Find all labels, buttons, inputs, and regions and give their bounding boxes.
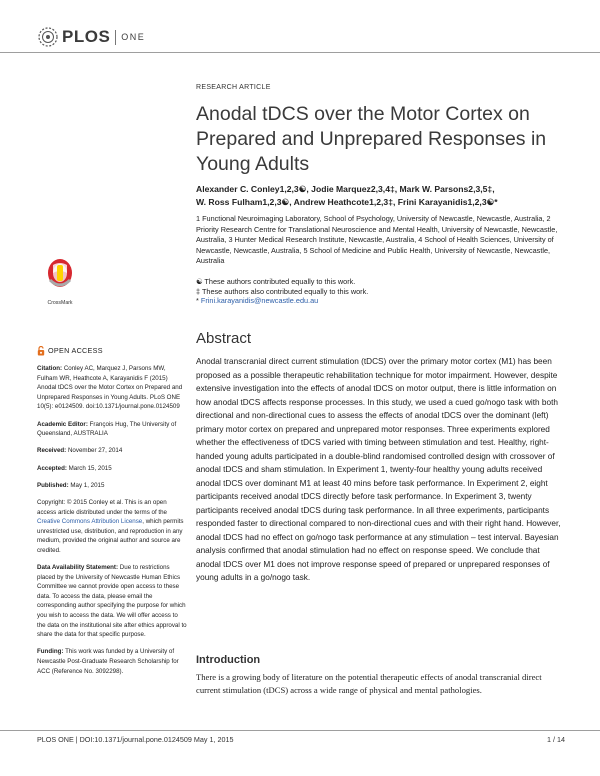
accepted-block (37, 464, 187, 474)
copyright-text-end: , which permits unrestricted use, distribution, and reproduction in any medium, provided the original author and source are credited. (37, 518, 184, 554)
also-equal-contribution-note: ‡ These authors also contributed equally to this work. (196, 286, 369, 296)
introduction-heading: Introduction (196, 654, 261, 666)
citation-text: Conley AC, Marquez J, Parsons MW, Fulham WR, Heathcote A, Karayanidis F (2015) Anodal tDCS over the Motor Cortex on Prepared and Unprepared Responses in Young Adults. PLoS ONE 10(5): e0124509. doi:10.1371/journal.pone.0124509 (37, 365, 183, 411)
open-access-label: OPEN ACCESS (48, 346, 103, 356)
authors-line-1: Alexander C. Conley1,2,3☯, Jodie Marquez2,3,4‡, Mark W. Parsons2,3,5‡, (196, 184, 495, 194)
funding-block (37, 647, 187, 676)
data-availability-block (37, 563, 187, 640)
editor-label: Academic Editor: (37, 420, 88, 428)
journal-name: ONE (121, 32, 146, 42)
affiliations: 1 Functional Neuroimaging Laboratory, School of Psychology, University of Newcastle, Newcastle, Australia, 2 Priority Research Centre for Translational Neuroscience and Mental Health, University of Newcastle, Newcastle, Australia, 3 Hunter Medical Research Institute, Newcastle, Australia, 4 School of Health Sciences, University of Newcastle, Newcastle, Australia, 5 School of Medicine and Public Health, University of Newcastle, Newcastle, Australia (196, 214, 558, 266)
received-label: Received: (37, 447, 67, 455)
received-date: November 27, 2014 (67, 447, 123, 455)
editor-text: François Hug, The University of Queensland, AUSTRALIA (37, 420, 177, 438)
abstract-text: Anodal transcranial direct current stimulation (tDCS) over the primary motor cortex (M1) has been proposed as a possible therapeutic rehabilitation technique for motor impairment. However, despite extensive investigation into the effects of anodal tDCS on motor output, there is little information on how anodal tDCS affects response processes. In this study, we used a cued go/nogo task with both directional and non-directional cues to assess the effects of anodal tDCS over the dominant (left) primary motor cortex on prepared and unprepared motor responses. Three experiments explored whether the effectiveness of tDCS varied with timing between stimulation and test. Healthy, right-handed young adults participated in a double-blind randomised controlled design with crossover of anodal tDCS and sham stimulation. In Experiment 1, twenty-four healthy young adults received anodal tDCS over dominant M1 at least 40 mins before task performance. In Experiment 2, eight participants received anodal tDCS directly before task performance. In Experiment 3, twenty participants received anodal tDCS during task performance. In all three experiments, participants responded faster to directional compared to non-directional cues and with their right hand. However, anodal tDCS had no effect on go/nogo task performance at any stimulation – test interval. Bayesian analysis confirmed that anodal stimulation had no effect on response speed. We conclude that anodal tDCS over M1 does not improve response speed of prepared or unprepared responses of young adults in a go/nogo task. (196, 357, 561, 582)
corresponding-author (196, 296, 561, 306)
crossmark-badge[interactable] (36, 256, 84, 306)
header-divider (0, 52, 600, 53)
license-link[interactable]: Creative Commons Attribution License (37, 518, 143, 526)
author-list (196, 183, 566, 209)
page-number: 1 / 14 (547, 735, 565, 744)
email-link[interactable]: Frini.karayanidis@newcastle.edu.au (200, 296, 319, 306)
abstract-heading: Abstract (196, 330, 252, 347)
article-info-sidebar (37, 346, 187, 684)
published-block (37, 481, 187, 491)
author-notes (196, 277, 561, 306)
authors-line-2: W. Ross Fulham1,2,3☯, Andrew Heathcote1,2,3‡, Frini Karayanidis1,2,3☯* (196, 197, 498, 207)
published-label: Published: (37, 481, 69, 489)
open-access-badge (37, 346, 187, 356)
data-availability-text: Due to restrictions placed by the University of Newcastle Human Ethics Committee we cannot provide open access to these data. To access the data, please email the corresponding author specifying the purpose for which you wish to access the data. We will offer access to the data on the institutional site after ethics approval to share the data for that specific purpose. (37, 564, 187, 639)
funding-label: Funding: (37, 648, 64, 656)
citation-label: Citation: (37, 365, 63, 372)
introduction-text: There is a growing body of literature on the potential therapeutic effects of anodal transcranial direct current stimulation (tDCS) across a wide range of physical and mental pathologies. (196, 672, 542, 696)
plos-logo-icon (37, 26, 59, 48)
copyright-text: Copyright: © 2015 Conley et al. This is an open access article distributed under the terms of the (37, 498, 168, 516)
data-availability-label: Data Availability Statement: (37, 564, 119, 572)
crossmark-icon (36, 256, 84, 294)
journal-logo[interactable] (37, 26, 145, 48)
citation-block (37, 364, 187, 412)
received-block (37, 446, 187, 456)
editor-block (37, 420, 187, 439)
footer-divider (0, 730, 600, 731)
funding-text: This work was funded by a University of Newcastle Post-Graduate Research Scholarship for ACC (Reference No. 3092298). (37, 648, 179, 675)
article-title: Anodal tDCS over the Motor Cortex on Prepared and Unprepared Responses in Young Adults (196, 103, 547, 175)
crossmark-label: CrossMark (47, 300, 73, 306)
asterisk: * (196, 296, 199, 306)
accepted-label: Accepted: (37, 464, 67, 472)
equal-contribution-note: ☯ These authors contributed equally to this work. (196, 277, 356, 286)
logo-divider (115, 30, 116, 45)
published-date: May 1, 2015 (70, 481, 105, 489)
copyright-block (37, 498, 187, 556)
logo-text: PLOS (62, 27, 111, 46)
open-lock-icon (37, 346, 45, 356)
article-type: RESEARCH ARTICLE (196, 84, 271, 91)
footer-citation: PLOS ONE | DOI:10.1371/journal.pone.0124509 May 1, 2015 (37, 735, 234, 744)
accepted-date: March 15, 2015 (68, 464, 112, 472)
